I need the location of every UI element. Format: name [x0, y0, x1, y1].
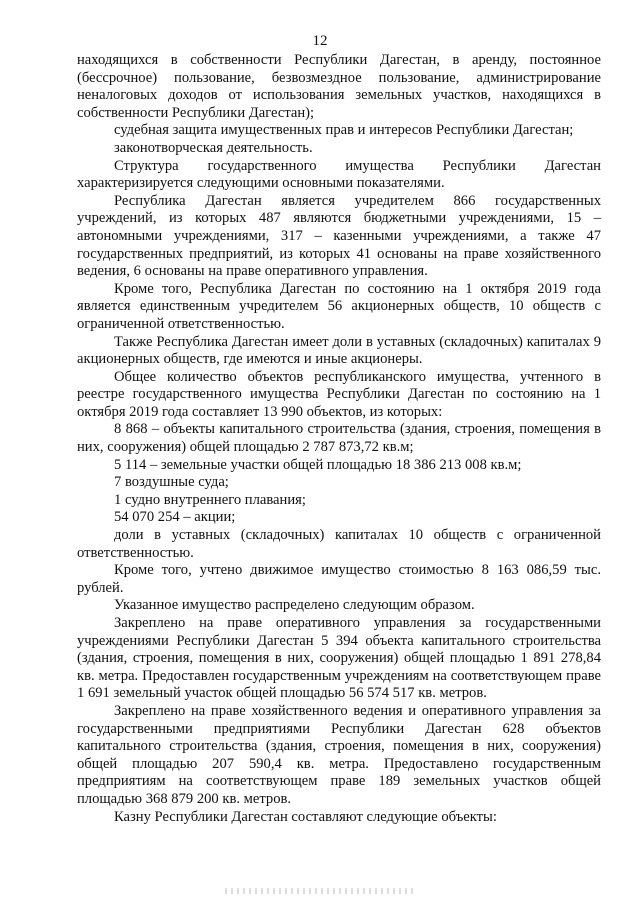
paragraph: Указанное имущество распределено следующим образом. — [114, 597, 475, 614]
paragraph: находящихся в собственности Республики Дагестан, в аренду, постоянное (бессрочное) пользование, безвозмездное пользование, администрирование неналоговых доходов от использования земельных участков, находящихся в собственности Республики Дагестан); — [77, 52, 601, 121]
paragraph: Кроме того, учтено движимое имущество стоимостью 8 163 086,59 тыс. рублей. — [77, 562, 601, 596]
page-number: 12 — [312, 33, 328, 49]
paragraph: Также Республика Дагестан имеет доли в уставных (складочных) капиталах 9 акционерных обществ, где имеются и иные акционеры. — [77, 333, 601, 368]
paragraph: Кроме того, Республика Дагестан по состоянию на 1 октября 2019 года является единственным учредителем 56 акционерных обществ, 10 обществ с ограниченной ответственностью. — [77, 280, 601, 332]
list-item: 54 070 254 – акции; — [114, 509, 236, 526]
paragraph: Закреплено на праве оперативного управления за государственными учреждениями Республики Дагестан 5 394 объекта капитального строительства (здания, строения, помещения в них, сооружения) общей площадью 1 891 278,84 кв. метра. Предоставлен государственным учреждениям на соответствующем праве 1 691 земельный участок общей площадью 56 574 517 кв. метров. — [77, 615, 601, 702]
paragraph: Казну Республики Дагестан составляют следующие объекты: — [114, 808, 497, 825]
paragraph: судебная защита имущественных прав и интересов Республики Дагестан; — [114, 122, 574, 139]
list-item: 7 воздушные суда; — [114, 474, 229, 491]
paragraph: законотворческая деятельность. — [114, 139, 313, 156]
paragraph: Республика Дагестан является учредителем 866 государственных учреждений, из которых 487 являются бюджетными учреждениями, 15 – автономными учреждениями, 317 – казенными учреждениями, а также 47 государственных предприятий, из которых 41 основаны на праве хозяйственного ведения, 6 основаны на праве оперативного управления. — [77, 192, 601, 280]
paragraph: Структура государственного имущества Республики Дагестан характеризируется следующими основными показателями. — [77, 157, 601, 192]
list-item: 5 114 – земельные участки общей площадью 18 386 213 008 кв.м; — [114, 456, 522, 473]
list-item: доли в уставных (складочных) капиталах 10 обществ с ограниченной ответственностью. — [77, 527, 601, 561]
paragraph: Закреплено на праве хозяйственного ведения и оперативного управления за государственными предприятиями Республики Дагестан 628 объектов капитального строительства (здания, строения, помещения в них, сооружения) общей площадью 207 590,4 кв. метра. Предоставлено государственным предприятиям на соответствующем праве 189 земельных участков общей площадью 368 879 200 кв. метров. — [77, 702, 601, 807]
list-item: 1 судно внутреннего плавания; — [114, 491, 306, 508]
scan-artifact — [225, 888, 415, 894]
body-text — [77, 52, 601, 826]
list-item: 8 868 – объекты капитального строительства (здания, строения, помещения в них, сооружения) общей площадью 2 787 873,72 кв.м; — [77, 421, 601, 456]
paragraph: Общее количество объектов республиканского имущества, учтенного в реестре государственного имущества Республики Дагестан по состоянию на 1 октября 2019 года составляет 13 990 объектов, из которых: — [77, 368, 601, 420]
